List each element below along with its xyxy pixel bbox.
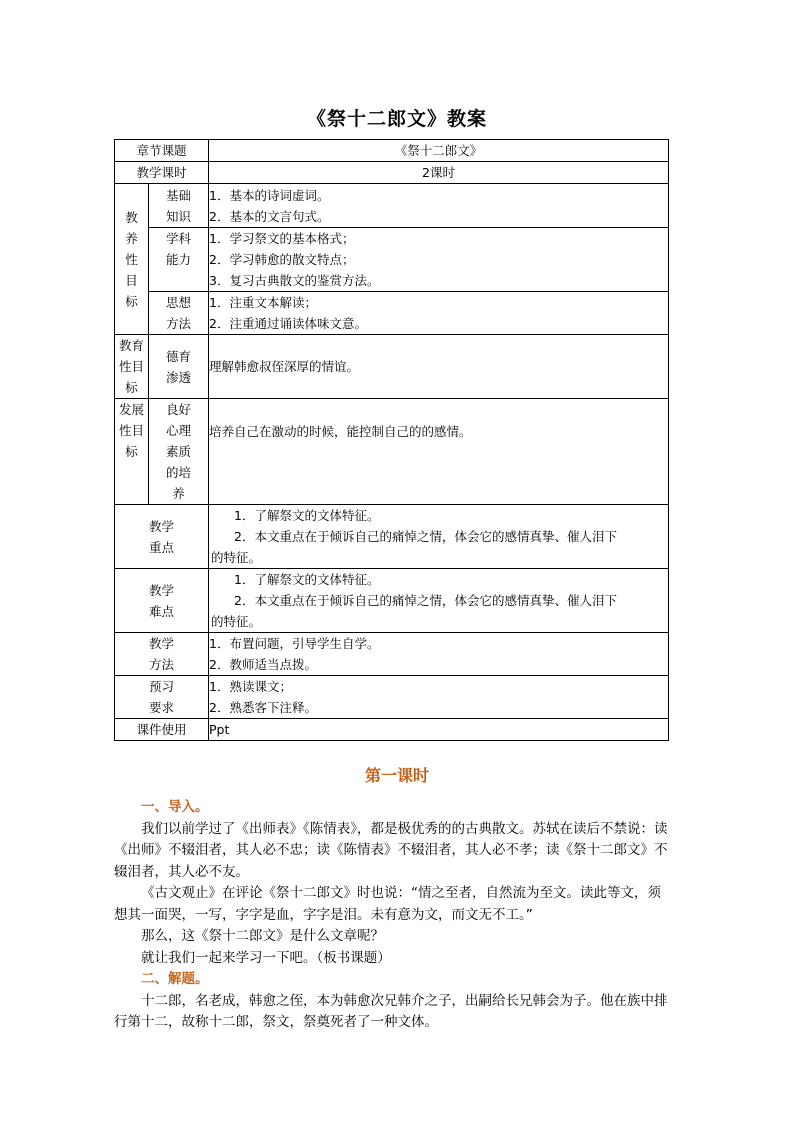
method-items (209, 292, 669, 335)
preview-label: 预习要求 (115, 676, 209, 719)
teach-method-items (209, 633, 669, 676)
topic-paragraph: 十二郎，名老成，韩愈之侄，本为韩愈次兄韩介之子，出嗣给长兄韩会为子。他在族中排行第十二，故称十二郎，祭文，祭奠死者了一种文体。 (114, 992, 668, 1030)
intro-paragraph: 我们以前学过了《出师表》《陈情表》，都是极优秀的的古典散文。苏轼在读后不禁说：读《出师》不辍泪者，其人必不忠；读《陈情表》不辍泪者，其人必不孝；读《祭十二郎文》不辍泪者，其人必不友。 (114, 820, 668, 880)
method-item: 1．注重文本解读； (209, 295, 317, 310)
teach-method-label: 教学方法 (115, 633, 209, 676)
psych-label: 良好心理素质的培养 (149, 399, 209, 505)
document-title: 《祭十二郎文》教案 (306, 108, 487, 130)
ability-item: 3．复习古典散文的鉴赏方法。 (209, 273, 380, 288)
courseware-label: 课件使用 (115, 719, 209, 741)
moral-value: 理解韩愈叔侄深厚的情谊。 (209, 335, 669, 399)
difficulty-label: 教学难点 (115, 569, 209, 633)
ability-label: 学科能力 (149, 228, 209, 292)
ability-item: 1．学习祭文的基本格式； (209, 231, 355, 246)
difficulty-items (209, 569, 669, 633)
basic-items (209, 184, 669, 228)
difficulty-item: 2．本文重点在于倾诉自己的痛悼之情，体会它的感情真挚、催人泪下 (234, 593, 617, 608)
intro-heading: 一、导入。 (141, 799, 209, 815)
teach-method-item: 2．教师适当点拨。 (209, 657, 317, 672)
preview-items (209, 676, 669, 719)
basic-label: 基础知识 (149, 184, 209, 228)
focus-item: 2．本文重点在于倾诉自己的痛悼之情，体会它的感情真挚、催人泪下 (234, 529, 617, 544)
chapter-value: 《祭十二郎文》 (209, 140, 669, 162)
intro-paragraph: 那么，这《祭十二郎文》是什么文章呢？ (141, 928, 384, 944)
group1-label: 教养性目标 (115, 184, 149, 335)
group3-label: 发展性目标 (115, 399, 149, 505)
moral-label: 德育渗透 (149, 335, 209, 399)
preview-item: 1．熟读课文； (209, 679, 292, 694)
focus-item-cont: 的特征。 (211, 550, 262, 565)
basic-item: 2．基本的文言句式。 (209, 208, 330, 224)
teach-method-item: 1．布置问题，引导学生自学。 (209, 636, 380, 651)
difficulty-item: 1．了解祭文的文体特征。 (234, 572, 380, 587)
hours-label: 教学课时 (115, 162, 209, 184)
topic-heading: 二、解题。 (141, 971, 209, 987)
focus-items (209, 505, 669, 569)
ability-items (209, 228, 669, 292)
difficulty-item-cont: 的特征。 (211, 614, 262, 629)
ability-item: 2．学习韩愈的散文特点； (209, 252, 355, 267)
focus-item: 1．了解祭文的文体特征。 (234, 508, 380, 523)
psych-value: 培养自己在激动的时候，能控制自己的的感情。 (209, 399, 669, 505)
hours-value: 2课时 (209, 162, 669, 184)
preview-item: 2．熟悉客下注释。 (209, 700, 317, 715)
intro-paragraph: 《古文观止》在评论《祭十二郎文》时也说：“情之至者，自然流为至文。读此等文，须想其一面哭，一写，字字是血，字字是泪。未有意为文，而文无不工。” (114, 885, 661, 923)
chapter-label: 章节课题 (115, 140, 209, 162)
intro-paragraph: 就让我们一起来学习一下吧。（板书课题） (141, 949, 391, 966)
group2-label: 教育性目标 (115, 335, 149, 399)
courseware-value: Ppt (209, 719, 669, 741)
focus-label: 教学重点 (115, 505, 209, 569)
basic-item: 1．基本的诗词虚词。 (209, 187, 330, 203)
lesson-plan-table (114, 139, 669, 741)
lesson-title: 第一课时 (364, 766, 429, 785)
method-label: 思想方法 (149, 292, 209, 335)
method-item: 2．注重通过诵读体味文意。 (209, 316, 367, 331)
lesson-body (114, 797, 674, 1034)
